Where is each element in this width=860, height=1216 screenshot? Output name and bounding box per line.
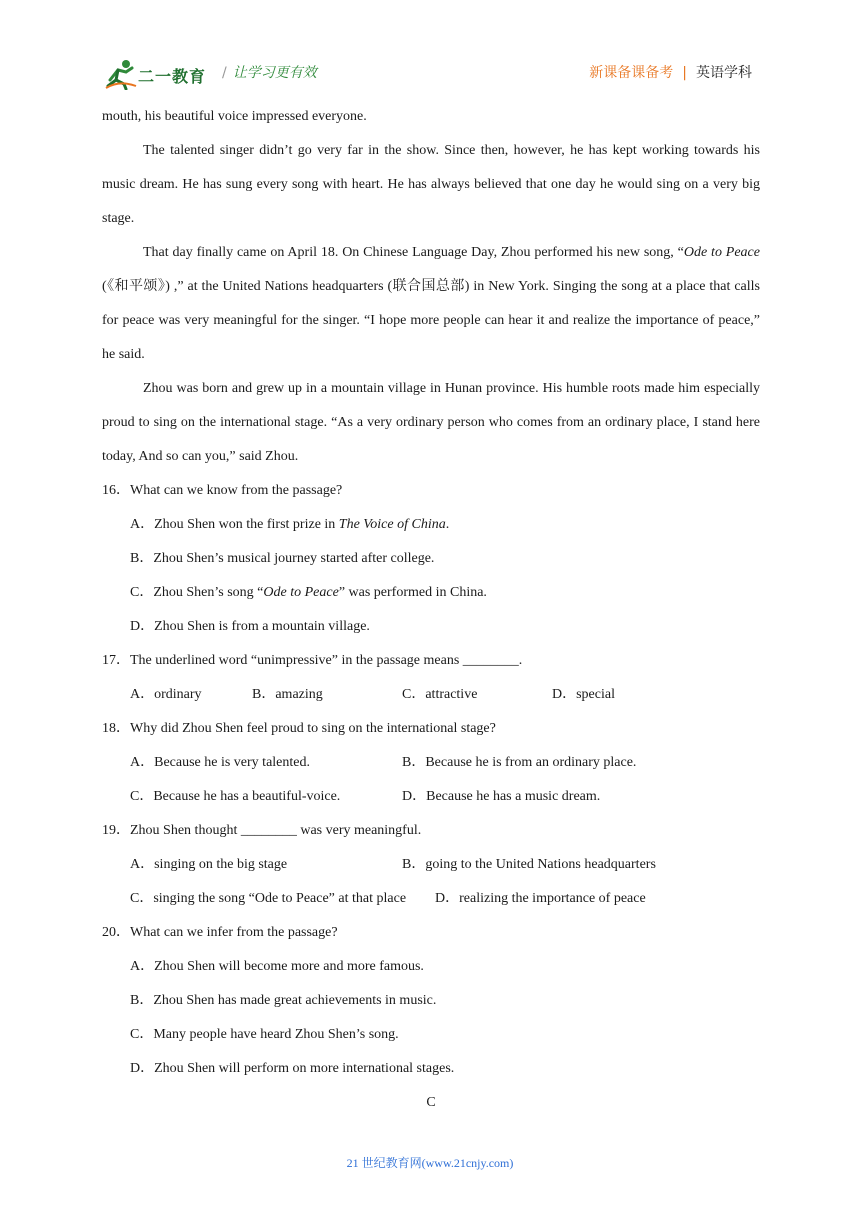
question-16-stem: 16．What can we know from the passage? xyxy=(102,483,343,498)
passage-paragraph-4: Zhou was born and grew up in a mountain village in Hunan province. His humble roots made him especially proud to sing on the international stage. “As a very ordinary person who comes from an ordinary place, I stand here today, And so can you,” said Zhou. xyxy=(102,381,760,464)
page-footer: 21 世纪教育网(www.21cnjy.com) xyxy=(346,1156,514,1170)
header-series: 新课备课备考 xyxy=(589,65,674,81)
question-17-option-d[interactable]: D．special xyxy=(552,687,615,702)
question-19-options-cd xyxy=(102,882,760,916)
page-header xyxy=(0,0,860,100)
question-20-stem: 20．What can we infer from the passage? xyxy=(102,925,338,940)
question-19-option-a[interactable]: A．singing on the big stage xyxy=(130,857,288,872)
question-18-stem: 18．Why did Zhou Shen feel proud to sing on the international stage? xyxy=(102,721,496,736)
q16-c-end: ” was performed in China. xyxy=(338,585,487,600)
question-18-option-c[interactable]: C．Because he has a beautiful-voice. xyxy=(130,789,341,804)
passage-paragraph-1: mouth, his beautiful voice impressed everyone. xyxy=(102,109,367,124)
question-20-option-a[interactable]: A．Zhou Shen will become more and more famous. xyxy=(130,959,424,974)
question-19-stem: 19．Zhou Shen thought ________ was very meaningful. xyxy=(102,823,422,838)
question-18-option-a[interactable]: A．Because he is very talented. xyxy=(130,755,310,770)
q16-a-end: . xyxy=(445,517,450,532)
question-20-option-b[interactable]: B．Zhou Shen has made great achievements in music. xyxy=(130,993,437,1008)
question-17-option-c[interactable]: C．attractive xyxy=(402,687,478,702)
question-17-stem: 17．The underlined word “unimpressive” in the passage means ________. xyxy=(102,653,523,668)
question-18-options-cd xyxy=(102,780,760,814)
header-subject xyxy=(589,62,752,82)
q16-c-italic: Ode to Peace xyxy=(263,585,339,600)
question-19-options-ab xyxy=(102,848,760,882)
p3-text-a: That day finally came on April 18. On Chinese Language Day, Zhou performed his new song, “ xyxy=(143,245,684,260)
question-19-option-b[interactable]: B．going to the United Nations headquarters xyxy=(402,857,656,872)
q16-c-text: C．Zhou Shen’s song “ xyxy=(130,585,264,600)
document-body xyxy=(102,100,760,1120)
question-18-option-b[interactable]: B．Because he is from an ordinary place. xyxy=(402,755,637,770)
question-16-option-a[interactable] xyxy=(102,508,760,542)
question-17-option-b[interactable]: B．amazing xyxy=(252,687,323,702)
question-19-option-c[interactable]: C．singing the song “Ode to Peace” at that place xyxy=(130,891,407,906)
question-16-option-d[interactable]: D．Zhou Shen is from a mountain village. xyxy=(130,619,370,634)
header-separator: | xyxy=(682,65,687,81)
header-subject-name: 英语学科 xyxy=(696,65,752,81)
question-16-option-c[interactable] xyxy=(102,576,760,610)
question-17-options xyxy=(102,678,760,712)
section-letter: C xyxy=(426,1095,436,1110)
passage-paragraph-3 xyxy=(102,236,760,372)
question-19-option-d[interactable]: D．realizing the importance of peace xyxy=(435,891,646,906)
header-slogan xyxy=(222,62,317,82)
slogan-text: 让学习更有效 xyxy=(232,65,317,81)
q16-a-text: A．Zhou Shen won the first prize in xyxy=(130,517,339,532)
p3-song-title: Ode to Peace xyxy=(683,245,760,260)
question-16-option-b[interactable]: B．Zhou Shen’s musical journey started after college. xyxy=(130,551,435,566)
slash-divider: / xyxy=(222,65,227,81)
logo xyxy=(104,58,216,90)
passage-paragraph-2: The talented singer didn’t go very far in the show. Since then, however, he has kept working towards his music dream. He has sung every song with heart. He has always believed that one day he would sing on a very big stage. xyxy=(102,143,760,226)
runner-logo-icon xyxy=(104,58,138,90)
question-20-option-d[interactable]: D．Zhou Shen will perform on more international stages. xyxy=(130,1061,455,1076)
question-20-option-c[interactable]: C．Many people have heard Zhou Shen’s song. xyxy=(130,1027,399,1042)
q16-a-italic: The Voice of China xyxy=(338,517,446,532)
question-18-option-d[interactable]: D．Because he has a music dream. xyxy=(402,789,601,804)
question-17-option-a[interactable]: A．ordinary xyxy=(130,687,202,702)
question-18-options-ab xyxy=(102,746,760,780)
logo-text: 二一教育 xyxy=(138,67,207,86)
p3-text-b: (《和平颂》) ,” at the United Nations headquarters (联合国总部) in New York. Singing the song at a place that calls for peace was very meaningful for the singer. “I hope more people can hear it and realize the importance of peace,” he said. xyxy=(102,279,760,362)
